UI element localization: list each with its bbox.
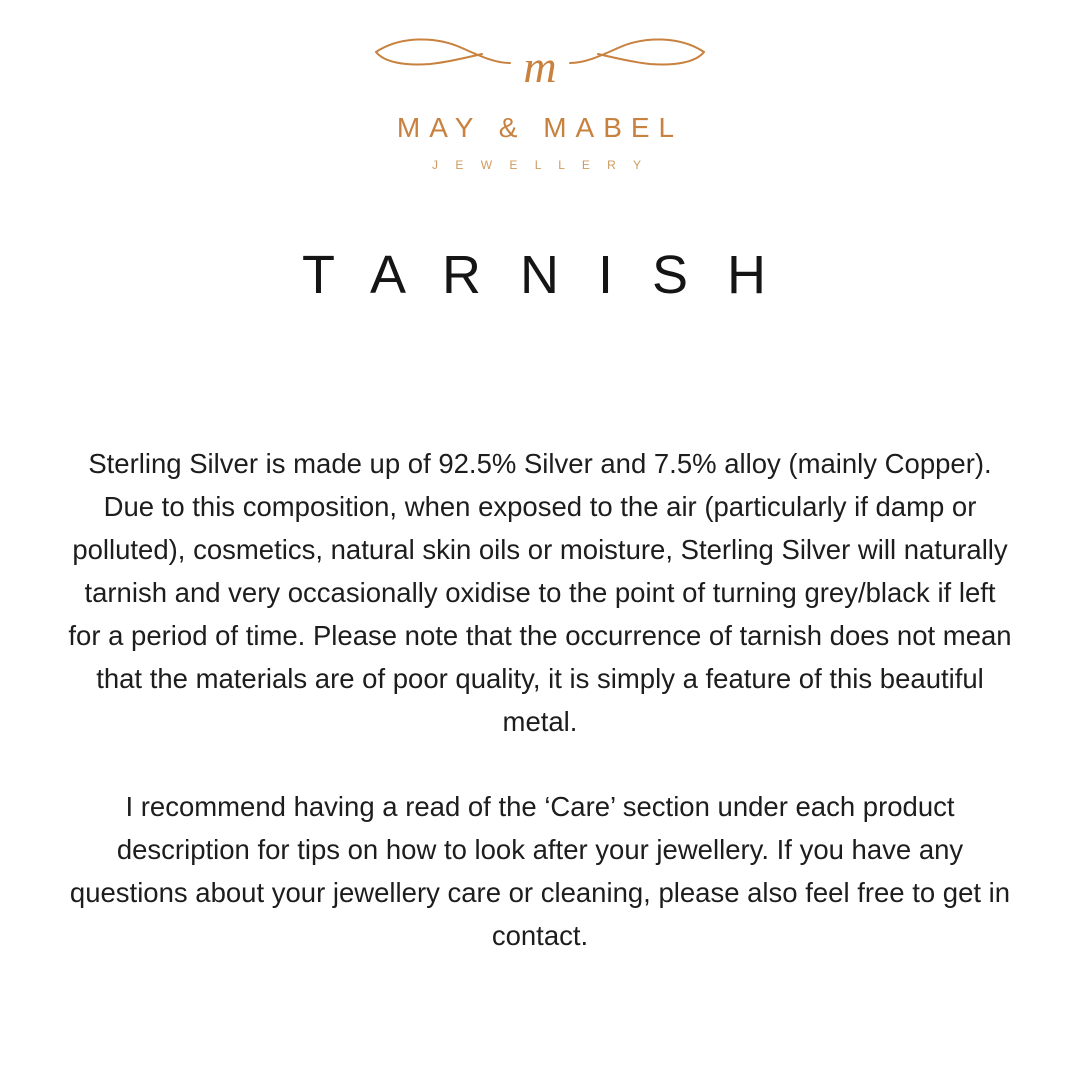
body-copy [65, 414, 1015, 984]
paragraph-1: Sterling Silver is made up of 92.5% Silver and 7.5% alloy (mainly Copper). Due to this composition, when exposed to the air (particularly if damp or polluted), cosmetics, natural skin oils or moisture, Sterling Silver will naturally tarnish and very occasionally oxidise to the point of turning grey/black if left for a period of time. Please note that the occurrence of tarnish does not mean that the materials are of poor quality, it is simply a feature of this beautiful metal. [68, 447, 1012, 737]
page-title: T A R N I S H [301, 245, 779, 305]
swash-monogram-icon [370, 30, 710, 102]
brand-logo [0, 30, 1080, 172]
paragraph-2: I recommend having a read of the ‘Care’ section under each product description for tips on how to look after your jewellery. If you have any questions about your jewellery care or cleaning, please also feel free to get in contact. [69, 790, 1011, 951]
svg-text:m: m [523, 41, 557, 92]
brand-subtitle: J E W E L L E R Y [432, 158, 648, 172]
brand-name: MAY & MABEL [396, 112, 684, 143]
